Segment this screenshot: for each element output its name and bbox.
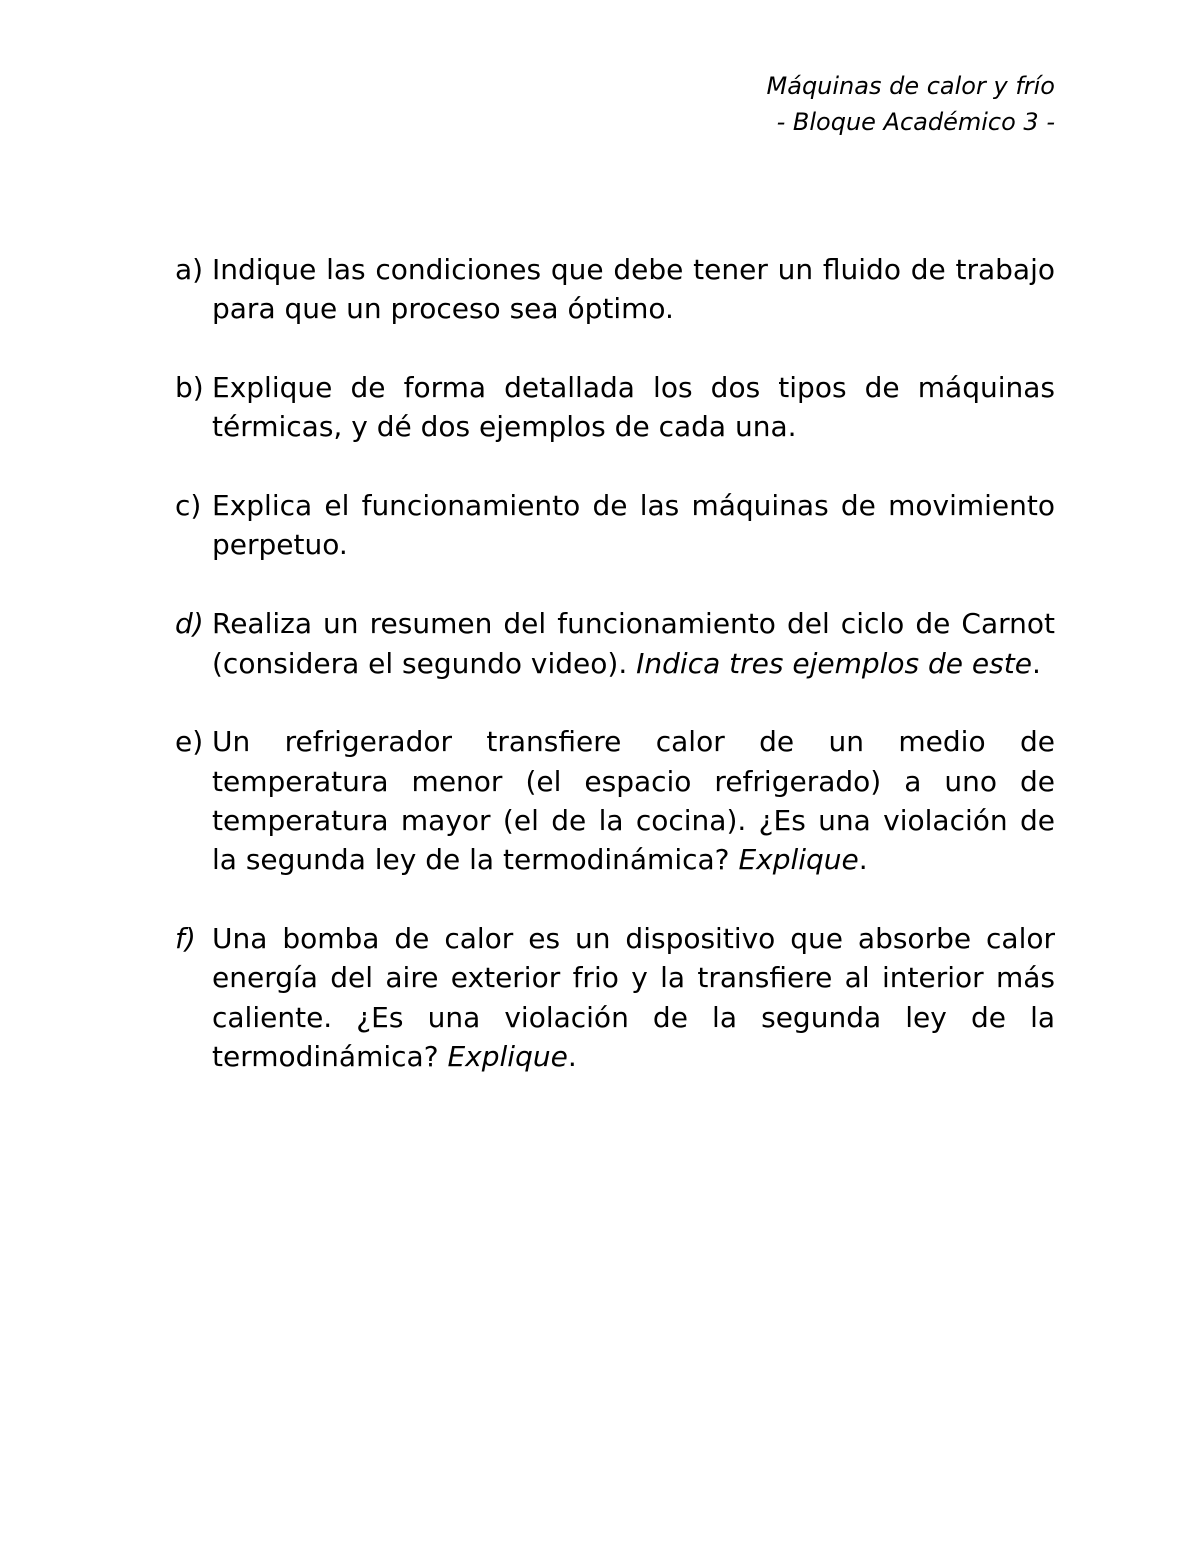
question-label: a) [175, 253, 204, 286]
header-title: Máquinas de calor y frío [766, 72, 1055, 100]
header-subtitle: - Bloque Académico 3 - [776, 108, 1055, 136]
question-a [175, 250, 1055, 329]
question-text: Realiza un resumen del funcionamiento del ciclo de Carnot (considera el segundo video). [212, 607, 1055, 680]
question-text: Un refrigerador transfiere calor de un medio de temperatura menor (el espacio refrigerado) a uno de temperatura mayor (el de la cocina). ¿Es una violación de la segunda ley de la termodinámica? [212, 725, 1055, 877]
question-text: Explique de forma detallada los dos tipos de máquinas térmicas, y dé dos ejemplos de cada una. [212, 371, 1055, 444]
question-label: b) [175, 371, 204, 405]
question-d: d) Realiza un resumen del funcionamiento del ciclo de Carnot (considera el segundo video). Indica tres ejemplos de este. [175, 604, 1055, 683]
question-italic-text: Explique [738, 843, 859, 877]
question-italic-text: Indica tres ejemplos de este [636, 646, 1032, 680]
question-e: e) Un refrigerador transfiere calor de un medio de temperatura menor (el espacio refrigerado) a uno de temperatura mayor (el de la cocina). ¿Es una violación de la segunda ley de la termodinámica? Explique. [175, 722, 1055, 879]
question-text: Explica el funcionamiento de las máquinas de movimiento perpetuo. [212, 489, 1055, 562]
question-text: Una bomba de calor es un dispositivo que absorbe calor energía del aire exterior frio y la transfiere al interior más caliente. ¿Es una violación de la segunda ley de la termodinámica? [212, 922, 1055, 1073]
document-header [767, 68, 1055, 140]
question-label: d) [175, 607, 204, 641]
question-c [175, 486, 1055, 565]
question-label: e) [175, 725, 204, 759]
question-label: f) [175, 922, 196, 956]
question-b [175, 368, 1055, 447]
question-label: c) [175, 489, 202, 523]
question-f: f) Una bomba de calor es un dispositivo que absorbe calor energía del aire exterior frio y la transfiere al interior más caliente. ¿Es una violación de la segunda ley de la termodinámica? Explique. [175, 919, 1055, 1076]
question-list [175, 250, 1055, 1116]
question-text: Indique las condiciones que debe tener un fluido de trabajo para que un proceso sea óptimo. [212, 253, 1055, 326]
question-italic-text: Explique [447, 1039, 568, 1073]
